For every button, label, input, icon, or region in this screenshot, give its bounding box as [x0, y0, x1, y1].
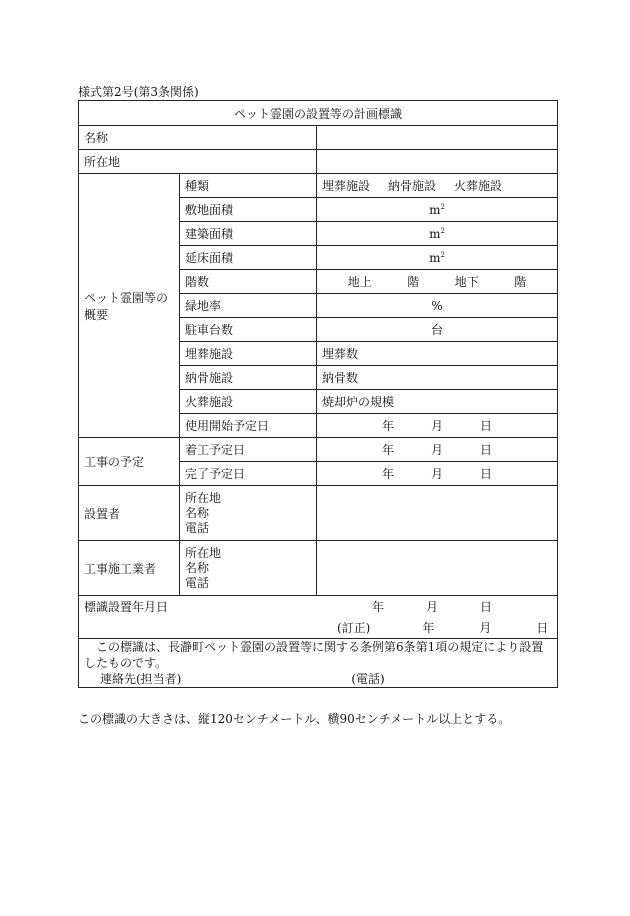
- site-area-label: 敷地面積: [180, 198, 317, 222]
- contact-line: [84, 671, 552, 687]
- contractor-name-label: 名称: [185, 560, 210, 575]
- month-unit: 月: [430, 443, 443, 457]
- floor-area-label: 延床面積: [180, 246, 317, 270]
- size-footnote: この標識の大きさは、縦120センチメートル、横90センチメートル以上とする。: [78, 712, 511, 726]
- ossuary-label: 納骨施設: [180, 366, 317, 390]
- kind-option-ossuary: 納骨施設: [388, 179, 437, 193]
- installer-name-label: 名称: [185, 505, 210, 520]
- incinerator-scale-label: 焼却炉の規模: [317, 390, 558, 414]
- sign-date-label: 標識設置年月日: [84, 599, 169, 614]
- kind-label: 種類: [180, 174, 317, 198]
- construction-label: 工事の予定: [79, 438, 180, 486]
- construction-start-date: [317, 438, 558, 462]
- contractor-label: 工事施工業者: [79, 541, 180, 596]
- month-unit: 月: [430, 419, 443, 433]
- location-value: [317, 150, 558, 174]
- note-cell: [79, 639, 558, 688]
- form-title: ペット霊園の設置等の計画標識: [79, 101, 558, 126]
- contact-person-label: 連絡先(担当者): [100, 672, 182, 686]
- installer-location-label: 所在地: [185, 490, 222, 505]
- contractor-value: [317, 541, 558, 596]
- contractor-location-label: 所在地: [185, 545, 222, 560]
- parking-unit: 台: [317, 318, 558, 342]
- location-label: 所在地: [79, 150, 317, 174]
- floors-label: 階数: [180, 270, 317, 294]
- overview-label: ペット霊園等の概要: [79, 174, 180, 438]
- kind-option-burial: 埋葬施設: [322, 179, 371, 193]
- ossuary-count-label: 納骨数: [317, 366, 558, 390]
- construction-start-label: 着工予定日: [180, 438, 317, 462]
- month-unit: 月: [479, 620, 492, 635]
- form-number-caption: 様式第2号(第3条関係): [78, 85, 199, 99]
- floors-unit-2: 階: [514, 275, 527, 289]
- installer-label: 設置者: [79, 486, 180, 541]
- revision-label: (訂正): [337, 620, 371, 635]
- site-area-unit: $m^2$: [317, 198, 558, 222]
- month-unit: 月: [430, 467, 443, 481]
- burial-label: 埋葬施設: [180, 342, 317, 366]
- year-unit: 年: [422, 620, 435, 635]
- plan-sign-form: [78, 100, 558, 688]
- day-unit: 日: [479, 467, 492, 481]
- installer-fields: [180, 486, 317, 541]
- floors-value: [317, 270, 558, 294]
- installer-phone-label: 電話: [185, 520, 210, 535]
- year-unit: 年: [382, 419, 395, 433]
- contractor-fields: [180, 541, 317, 596]
- month-unit: 月: [426, 599, 439, 614]
- phone-label: (電話): [351, 672, 385, 686]
- start-use-label: 使用開始予定日: [180, 414, 317, 438]
- installer-value: [317, 486, 558, 541]
- day-unit: 日: [536, 620, 549, 635]
- green-ratio-label: 緑地率: [180, 294, 317, 318]
- kind-options: [317, 174, 558, 198]
- burial-count-label: 埋葬数: [317, 342, 558, 366]
- crematory-label: 火葬施設: [180, 390, 317, 414]
- name-value: [317, 126, 558, 150]
- contractor-phone-label: 電話: [185, 575, 210, 590]
- day-unit: 日: [479, 443, 492, 457]
- kind-option-crematory: 火葬施設: [454, 179, 503, 193]
- floor-area-unit: $m^2$: [317, 246, 558, 270]
- day-unit: 日: [479, 419, 492, 433]
- construction-end-label: 完了予定日: [180, 462, 317, 486]
- year-unit: 年: [382, 443, 395, 457]
- year-unit: 年: [382, 467, 395, 481]
- sign-date-row: [79, 596, 558, 639]
- building-area-unit: $m^2$: [317, 222, 558, 246]
- year-unit: 年: [372, 599, 385, 614]
- green-ratio-unit: %: [317, 294, 558, 318]
- name-label: 名称: [79, 126, 317, 150]
- building-area-label: 建築面積: [180, 222, 317, 246]
- sign-note: この標識は、長瀞町ペット霊園の設置等に関する条例第6条第1項の規定により設置したものです。: [84, 640, 544, 670]
- day-unit: 日: [480, 599, 493, 614]
- floors-below: 地下: [454, 275, 479, 289]
- start-use-date: [317, 414, 558, 438]
- floors-unit: 階: [407, 275, 420, 289]
- construction-end-date: [317, 462, 558, 486]
- floors-above: 地上: [347, 275, 372, 289]
- parking-label: 駐車台数: [180, 318, 317, 342]
